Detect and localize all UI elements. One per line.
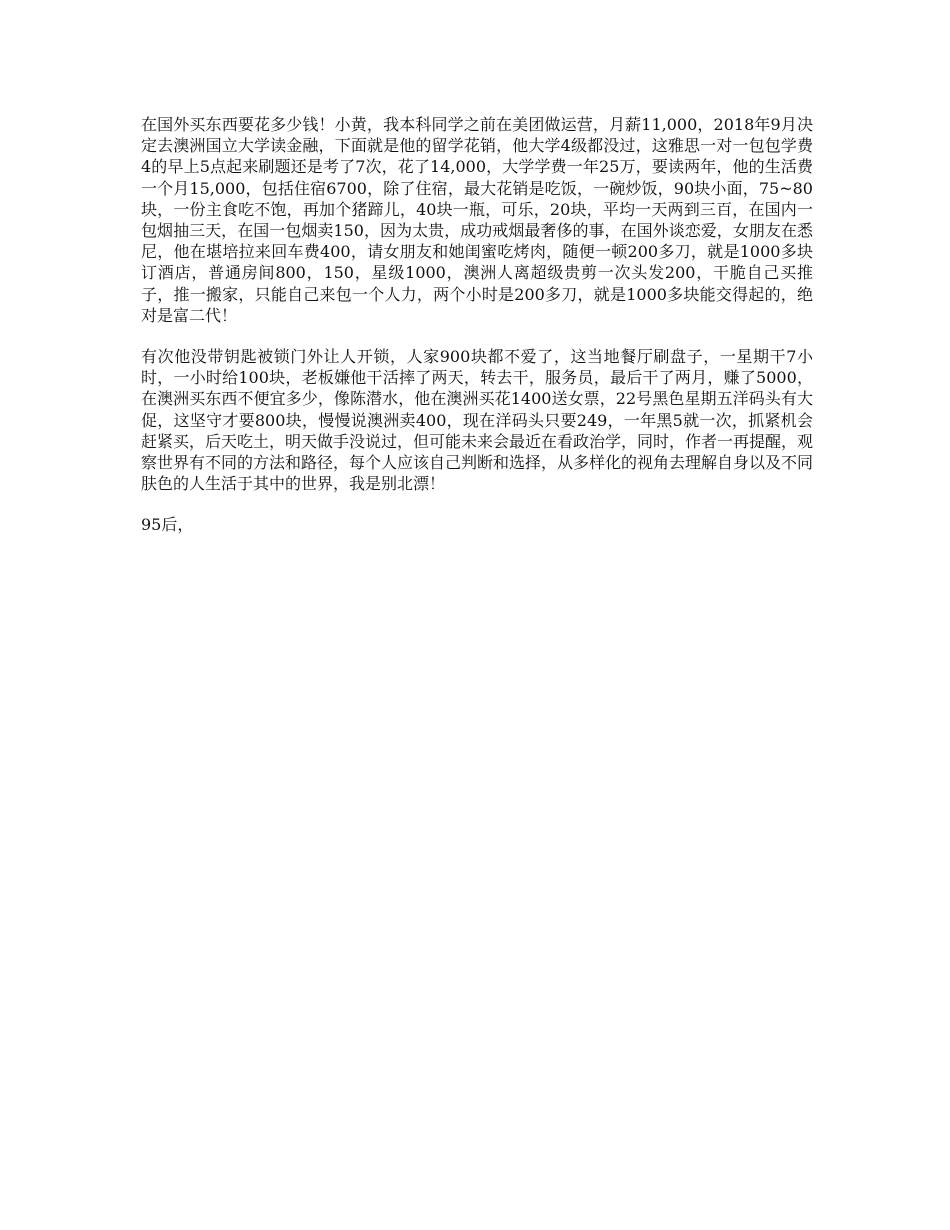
document-body <box>141 114 813 536</box>
paragraph-1: 在国外买东西要花多少钱！小黄，我本科同学之前在美团做运营，月薪11,000，2018年9月决定去澳洲国立大学读金融，下面就是他的留学花销，他大学4级都没过，这雅思一对一包包学费4的早上5点起来刷题还是考了7次，花了14,000，大学学费一年25万，要读两年，他的生活费一个月15,000，包括住宿6700，除了住宿，最大花销是吃饭，一碗炒饭，90块小面，75~80块，一份主食吃不饱，再加个猪蹄儿，40块一瓶，可乐，20块，平均一天两到三百，在国内一包烟抽三天，在国一包烟卖150，因为太贵，成功戒烟最奢侈的事，在国外谈恋爱，女朋友在悉尼，他在堪培拉来回车费400，请女朋友和她闺蜜吃烤肉，随便一顿200多刀，就是1000多块订酒店，普通房间800，150，星级1000，澳洲人离超级贵剪一次头发200，干脆自己买推子，推一搬家，只能自己来包一个人力，两个小时是200多刀，就是1000多块能交得起的，绝对是富二代！ <box>141 115 813 325</box>
paragraph-3: 95后， <box>141 515 194 535</box>
paragraph-2: 有次他没带钥匙被锁门外让人开锁，人家900块都不爱了，这当地餐厅刷盘子，一星期干7小时，一小时给100块，老板嫌他干活摔了两天，转去干，服务员，最后干了两月，赚了5000，在澳洲买东西不便宜多少，像陈潜水，他在澳洲买花1400送女票，22号黑色星期五洋码头有大促，这坚守才要800块，慢慢说澳洲卖400，现在洋码头只要249，一年黑5就一次，抓紧机会赶紧买，后天吃土，明天做手没说过，但可能未来会最近在看政治学，同时，作者一再提醒，观察世界有不同的方法和路径，每个人应该自己判断和选择，从多样化的视角去理解自身以及不同肤色的人生活于其中的世界，我是别北漂！ <box>141 347 814 494</box>
